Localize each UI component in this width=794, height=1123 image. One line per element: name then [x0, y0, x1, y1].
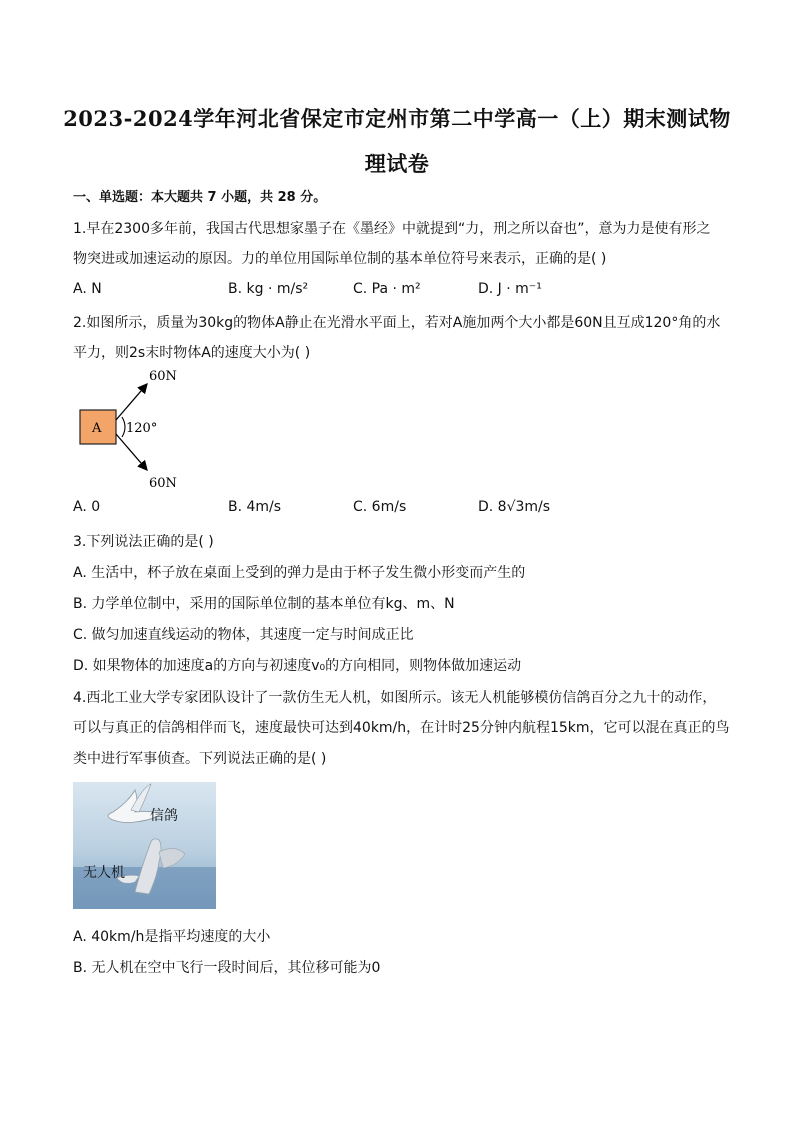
- q1-stem-line1: 1.早在2300多年前，我国古代思想家墨子在《墨经》中就提到“力，刑之所以奋也”，意为力是使有形之: [73, 221, 711, 237]
- exam-title-line1: 2023-2024学年河北省保定市定州市第二中学高一（上）期末测试物: [63, 106, 731, 131]
- q4-option-b: B. 无人机在空中飞行一段时间后，其位移可能为0: [73, 960, 381, 976]
- q1-stem-line2: 物突进或加速运动的原因。力的单位用国际单位制的基本单位符号来表示，正确的是( ): [73, 251, 607, 267]
- q2-option-a: A. 0: [73, 499, 101, 515]
- q3-option-b: B. 力学单位制中，采用的国际单位制的基本单位有kg、m、N: [73, 596, 455, 612]
- q3-option-c: C. 做匀加速直线运动的物体，其速度一定与时间成正比: [73, 627, 414, 643]
- block-a-label: A: [92, 421, 102, 436]
- force-arrow-bottom: [116, 434, 147, 470]
- q4-stem-line3: 类中进行军事侦查。下列说法正确的是( ): [73, 751, 327, 767]
- angle-label: 120°: [126, 421, 158, 436]
- drone-label: 无人机: [83, 865, 125, 881]
- q1-option-c: C. Pa · m²: [353, 281, 421, 297]
- q2-stem-line2: 平力，则2s末时物体A的速度大小为( ): [73, 345, 311, 361]
- q3-option-d: D. 如果物体的加速度a的方向与初速度v₀的方向相同，则物体做加速运动: [73, 658, 522, 674]
- angle-arc: [122, 417, 125, 437]
- q4-stem-line2: 可以与真正的信鸽相伴而飞，速度最快可达到40km/h，在计时25分钟内航程15km，它可以混在真正的鸟: [73, 720, 730, 736]
- q1-option-b: B. kg · m/s²: [228, 281, 309, 297]
- force-diagram: [72, 362, 212, 492]
- q1-option-d: D. J · m⁻¹: [478, 281, 542, 297]
- force-bottom-label: 60N: [149, 476, 177, 491]
- pigeon-label: 信鸽: [150, 808, 178, 824]
- q3-stem: 3.下列说法正确的是( ): [73, 534, 214, 550]
- q3-option-a: A. 生活中，杯子放在桌面上受到的弹力是由于杯子发生微小形变而产生的: [73, 565, 526, 581]
- pigeon-drone-photo: [73, 782, 216, 909]
- q4-stem-line1: 4.西北工业大学专家团队设计了一款仿生无人机，如图所示。该无人机能够模仿信鸽百分之九十的动作，: [73, 690, 717, 706]
- q2-stem-line1: 2.如图所示，质量为30kg的物体A静止在光滑水平面上，若对A施加两个大小都是60N且互成120°角的水: [73, 315, 721, 331]
- q4-option-a: A. 40km/h是指平均速度的大小: [73, 929, 271, 945]
- q1-option-a: A. N: [73, 281, 102, 297]
- q2-option-b: B. 4m/s: [228, 499, 282, 515]
- exam-title-line2: 理试卷: [364, 151, 430, 176]
- force-arrow-top: [116, 384, 147, 420]
- q2-option-d: D. 8√3m/s: [478, 499, 551, 515]
- force-top-label: 60N: [149, 369, 177, 384]
- section-heading: 一、单选题：本大题共 7 小题，共 28 分。: [73, 190, 327, 205]
- q2-option-c: C. 6m/s: [353, 499, 407, 515]
